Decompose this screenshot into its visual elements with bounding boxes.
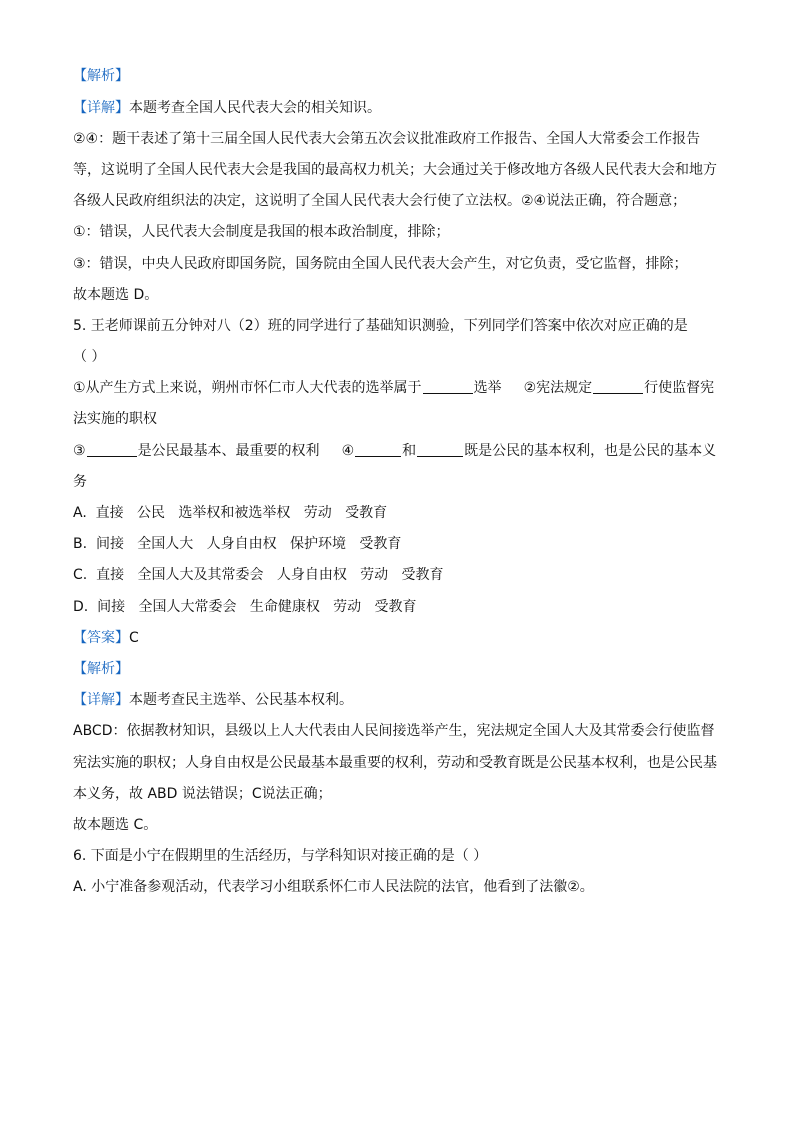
paragraph-line: 等，这说明了全国人民代表大会是我国的最高权力机关；大会通过关于修改地方各级人民代表大会和地方 — [73, 162, 717, 178]
paragraph-line: ABCD：依据教材知识，县级以上人大代表由人民间接选举产生，宪法规定全国人大及其常委会行使监督 — [73, 723, 715, 739]
blank-4 — [355, 442, 401, 457]
analysis-tag: 【解析】 — [73, 661, 129, 677]
blank-5 — [417, 442, 463, 457]
blank-2 — [593, 379, 643, 394]
option-a: A. 小宁准备参观活动，代表学习小组联系怀仁市人民法院的法官，他看到了法徽②。 — [73, 879, 594, 895]
option-a: A. 直接 公民 选举权和被选举权 劳动 受教育 — [73, 505, 388, 521]
question-stem: 5. 王老师课前五分钟对八（2）班的同学进行了基础知识测验，下列同学们答案中依次对应正确的是 — [73, 318, 688, 334]
answer-line: 【答案】C — [73, 630, 139, 646]
paragraph-line: 各级人民政府组织法的决定，这说明了全国人民代表大会行使了立法权。②④说法正确，符合题意； — [73, 193, 687, 209]
analysis-tag: 【解析】 — [73, 68, 129, 84]
fill-item-line: 法实施的职权 — [73, 411, 157, 427]
fill-item-line: 务 — [73, 474, 87, 490]
option-c: C. 直接 全国人大及其常委会 人身自由权 劳动 受教育 — [73, 567, 444, 583]
option-b: B. 间接 全国人大 人身自由权 保护环境 受教育 — [73, 536, 402, 552]
paragraph-line: 本义务，故 ABD 说法错误；C说法正确； — [73, 786, 332, 802]
fill-item-line: ①从产生方式上来说，朔州市怀仁市人大代表的选举属于 选举 ②宪法规定 行使监督宪 — [73, 380, 715, 396]
answer-bracket: （ ） — [73, 349, 106, 365]
paragraph-line: ②④：题干表述了第十三届全国人民代表大会第五次会议批准政府工作报告、全国人大常委会工作报告 — [73, 131, 701, 147]
conclusion-line: 故本题选 C。 — [73, 817, 158, 833]
question-stem: 6. 下面是小宁在假期里的生活经历，与学科知识对接正确的是（ ） — [73, 848, 488, 864]
detail-line: 【详解】本题考查全国人民代表大会的相关知识。 — [73, 100, 381, 116]
fill-item-line: ③ 是公民最基本、最重要的权利 ④ 和 既是公民的基本权利，也是公民的基本义 — [73, 443, 717, 459]
conclusion-line: 故本题选 D。 — [73, 287, 159, 303]
paragraph-line: 宪法实施的职权；人身自由权是公民最基本最重要的权利，劳动和受教育既是公民基本权利，也是公民基 — [73, 755, 717, 771]
blank-1 — [423, 379, 473, 394]
blank-3 — [87, 442, 137, 457]
paragraph-line: ③：错误，中央人民政府即国务院，国务院由全国人民代表大会产生，对它负责，受它监督，排除； — [73, 256, 688, 272]
option-d: D. 间接 全国人大常委会 生命健康权 劳动 受教育 — [73, 599, 417, 615]
paragraph-line: ①：错误，人民代表大会制度是我国的根本政治制度，排除； — [73, 224, 450, 240]
detail-line: 【详解】本题考查民主选举、公民基本权利。 — [73, 692, 353, 708]
